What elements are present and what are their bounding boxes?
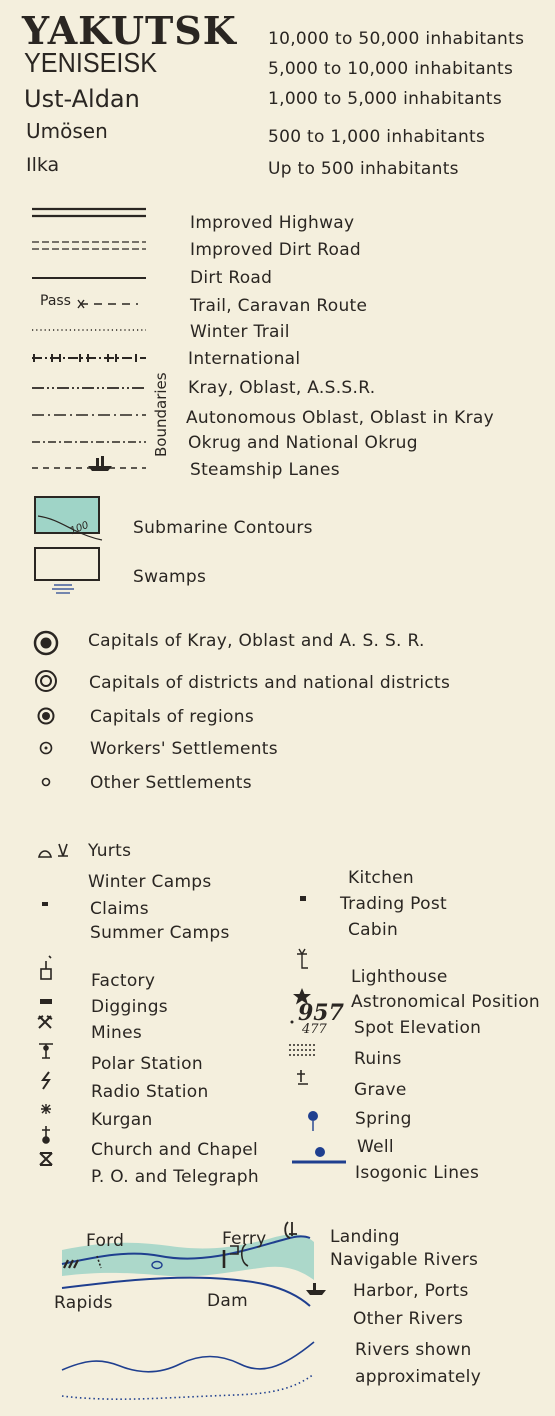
- label-ruins: Ruins: [354, 1049, 402, 1069]
- label-church: Church and Chapel: [91, 1140, 259, 1160]
- town-range-town: 1,000 to 5,000 inhabitants: [268, 89, 502, 109]
- label-steamship: Steamship Lanes: [190, 460, 340, 480]
- improved-highway-symbol: [32, 209, 146, 216]
- town-range-village: 500 to 1,000 inhabitants: [268, 127, 486, 147]
- improved-dirt-road-symbol: [32, 242, 146, 249]
- label-other-settlement: Other Settlements: [90, 773, 252, 793]
- polar-station-icon: [39, 1044, 53, 1058]
- label-capital-region: Capitals of regions: [90, 707, 254, 727]
- swamp-symbol: [35, 548, 99, 593]
- town-range-medium-city: 5,000 to 10,000 inhabitants: [268, 59, 514, 79]
- label-trading-post: Trading Post: [340, 894, 447, 914]
- church-icon: [42, 1126, 50, 1143]
- area-symbols: [30, 494, 110, 604]
- lighthouse-icon: [297, 949, 308, 968]
- label-diggings: Diggings: [91, 997, 168, 1017]
- capital-district-icon: [36, 671, 56, 691]
- post-office-icon: [40, 1153, 52, 1165]
- yurt-icon: [39, 844, 68, 857]
- label-capital-kray: Capitals of Kray, Oblast and A. S. S. R.: [88, 631, 425, 651]
- label-spring: Spring: [355, 1109, 412, 1129]
- international-boundary-symbol: [32, 354, 146, 362]
- label-winter-camps: Winter Camps: [88, 872, 212, 892]
- capital-region-icon: [39, 709, 54, 724]
- label-international: International: [188, 349, 301, 369]
- label-navigable-rivers: Navigable Rivers: [330, 1250, 479, 1270]
- label-winter-trail: Winter Trail: [190, 322, 290, 342]
- approximate-river-dotted-line: [62, 1374, 314, 1399]
- town-name-large-city: YAKUTSK: [22, 8, 237, 53]
- town-range-large-city: 10,000 to 50,000 inhabitants: [268, 29, 525, 49]
- label-astronomical-position: Astronomical Position: [351, 992, 541, 1012]
- well-icon: [315, 1147, 325, 1157]
- label-dirt-road: Dirt Road: [190, 268, 273, 288]
- town-name-medium-city: YENISEISK: [24, 47, 158, 78]
- label-dam: Dam: [207, 1291, 248, 1311]
- label-well: Well: [357, 1137, 394, 1157]
- label-harbor: Harbor, Ports: [353, 1281, 469, 1301]
- label-ferry: Ferry: [222, 1229, 267, 1249]
- label-kray: Kray, Oblast, A.S.S.R.: [188, 378, 376, 398]
- kurgan-icon: [41, 1104, 51, 1114]
- boundaries-group-label: Boundaries: [152, 372, 170, 457]
- label-yurts: Yurts: [88, 841, 132, 861]
- label-spot-elevation: Spot Elevation: [354, 1018, 482, 1038]
- spot-elevation-value-1: 957: [298, 1000, 344, 1026]
- label-improved-dirt-road: Improved Dirt Road: [190, 240, 362, 260]
- steamship-lane-symbol: [32, 456, 146, 471]
- label-radio-station: Radio Station: [91, 1082, 209, 1102]
- spot-elevation-dot: [291, 1021, 294, 1024]
- label-factory: Factory: [91, 971, 156, 991]
- label-submarine: Submarine Contours: [133, 518, 313, 538]
- label-lighthouse: Lighthouse: [351, 967, 448, 987]
- label-rivers-approx-1: Rivers shown: [355, 1340, 472, 1360]
- submarine-contour-symbol: [35, 497, 102, 540]
- label-okrug: Okrug and National Okrug: [188, 433, 418, 453]
- label-other-rivers: Other Rivers: [353, 1309, 464, 1329]
- other-settlement-icon: [43, 779, 50, 786]
- label-isogonic: Isogonic Lines: [355, 1163, 480, 1183]
- label-rivers-approx-2: approximately: [355, 1367, 482, 1387]
- label-improved-highway: Improved Highway: [190, 213, 355, 233]
- trading-post-icon: [300, 896, 306, 901]
- claims-icon: [42, 902, 48, 906]
- misc-symbols-left: [36, 838, 76, 1188]
- label-workers-settlement: Workers' Settlements: [90, 739, 278, 759]
- label-swamps: Swamps: [133, 567, 207, 587]
- label-grave: Grave: [354, 1080, 407, 1100]
- label-summer-camps: Summer Camps: [90, 923, 230, 943]
- label-capital-district: Capitals of districts and national districts: [89, 673, 451, 693]
- town-range-hamlet: Up to 500 inhabitants: [268, 159, 459, 179]
- label-post-office: P. O. and Telegraph: [91, 1167, 259, 1187]
- mines-icon: [38, 1016, 52, 1028]
- label-cabin: Cabin: [348, 920, 399, 940]
- label-trail: Trail, Caravan Route: [190, 296, 368, 316]
- trail-symbol: [78, 300, 138, 308]
- spot-elevation-value-2: 477: [302, 1022, 327, 1037]
- label-polar-station: Polar Station: [91, 1054, 203, 1074]
- label-mines: Mines: [91, 1023, 142, 1043]
- harbor-icon: [306, 1283, 326, 1295]
- label-kurgan: Kurgan: [91, 1110, 153, 1130]
- label-kitchen: Kitchen: [348, 868, 414, 888]
- submarine-contour-value: 100: [68, 519, 91, 538]
- town-name-village: Umösen: [26, 119, 108, 143]
- capital-kray-icon: [35, 632, 57, 654]
- diggings-icon: [40, 999, 52, 1004]
- factory-icon: [41, 956, 51, 979]
- ruins-icon: [289, 1045, 316, 1055]
- label-rapids: Rapids: [54, 1293, 113, 1313]
- spring-icon: [308, 1111, 318, 1131]
- label-landing: Landing: [330, 1227, 400, 1247]
- settlement-symbols: [30, 626, 66, 796]
- town-name-hamlet: Ilka: [26, 154, 60, 176]
- approximate-river-wavy-line: [62, 1342, 314, 1372]
- label-autonomous: Autonomous Oblast, Oblast in Kray: [186, 408, 494, 428]
- trail-pass-label: Pass: [40, 293, 71, 309]
- label-ford: Ford: [86, 1231, 125, 1251]
- town-name-town: Ust-Aldan: [24, 85, 140, 113]
- radio-station-icon: [43, 1072, 49, 1089]
- label-claims: Claims: [90, 899, 149, 919]
- workers-settlement-icon: [41, 743, 52, 754]
- grave-icon: [297, 1070, 308, 1084]
